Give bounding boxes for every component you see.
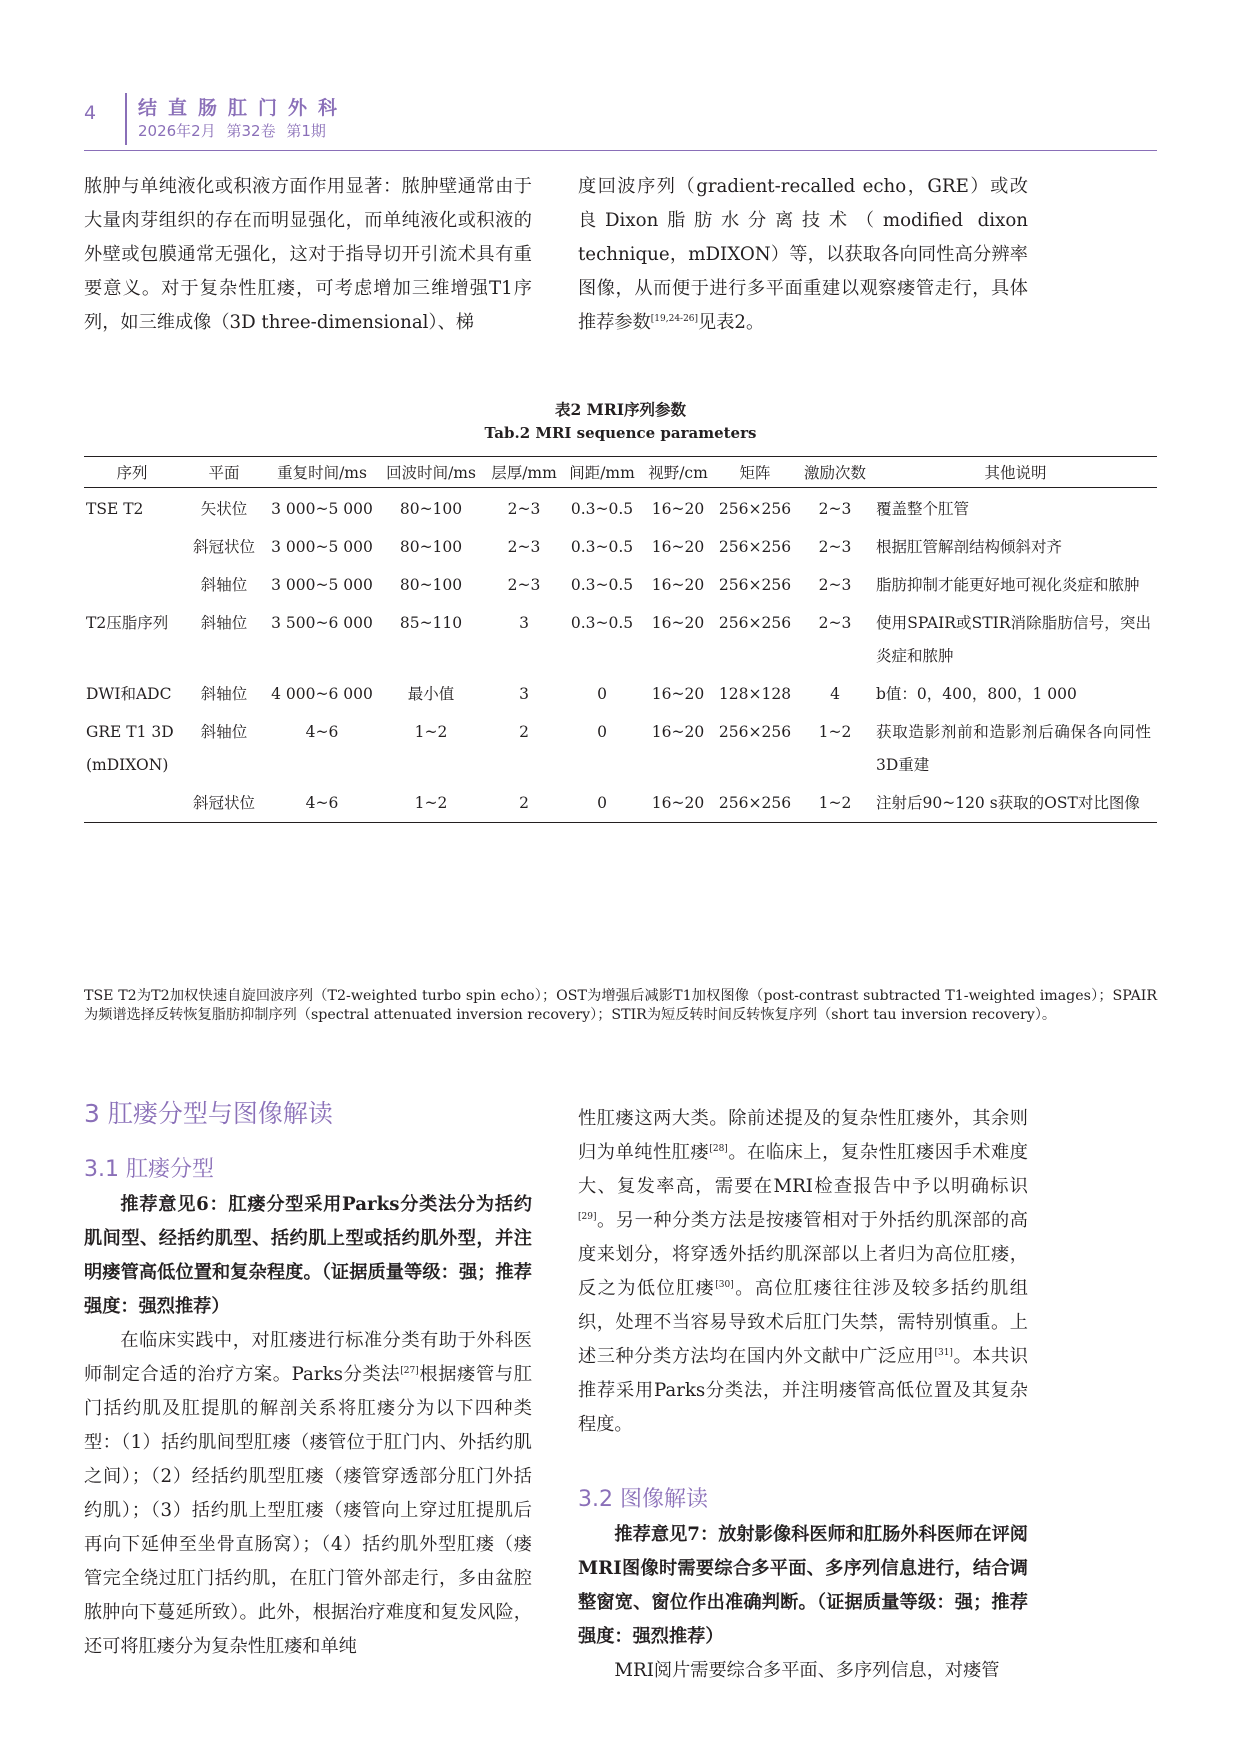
table-cell: 256×256 <box>718 614 792 632</box>
table-cell: 覆盖整个肛管 <box>876 500 970 518</box>
citation: [31] <box>934 1347 953 1358</box>
table-cell: 2~3 <box>818 614 852 632</box>
bottom-left-column <box>84 1188 532 1664</box>
column-header: 间距/mm <box>562 457 642 488</box>
page-number: 4 <box>84 102 97 124</box>
table-cell: 256×256 <box>714 782 796 823</box>
table-cell: 3 <box>519 614 529 632</box>
table-cell: 4~6 <box>305 723 339 741</box>
table-cell: 3 000~5 000 <box>271 538 373 556</box>
column-header: 矩阵 <box>714 457 796 488</box>
table-cell: 斜轴位 <box>200 723 248 741</box>
table-cell: 16~20 <box>651 576 705 594</box>
table-cell: TSE T2 <box>86 500 144 518</box>
table-cell: 使用SPAIR或STIR消除脂肪信号，突出炎症和脓肿 <box>876 614 1151 665</box>
table-cell: 斜冠状位 <box>180 782 268 823</box>
table-row <box>84 673 1157 711</box>
subsection-heading: 3.1 肛瘘分型 <box>84 1157 214 1182</box>
table-cell: 1~2 <box>376 782 486 823</box>
table-header-row <box>84 457 1157 488</box>
table-cell: DWI和ADC <box>86 685 172 703</box>
table-cell: 0 <box>597 723 607 741</box>
table-cell: 2 <box>486 782 562 823</box>
table-caption-en: Tab.2 MRI sequence parameters <box>484 424 757 442</box>
top-left-column <box>84 170 532 340</box>
table-cell: 16~20 <box>651 614 705 632</box>
table-cell: 1~2 <box>414 723 448 741</box>
section-heading: 3 肛瘘分型与图像解读 <box>84 1099 333 1128</box>
table-cell: 斜轴位 <box>200 614 248 632</box>
subsection-heading: 3.2 图像解读 <box>578 1487 708 1512</box>
table-cell <box>84 526 180 564</box>
table-cell: 4~6 <box>268 782 376 823</box>
table-cell: 注射后90~120 s获取的OST对比图像 <box>874 782 1157 823</box>
journal-issue: 2026年2月 第32卷 第1期 <box>138 122 326 140</box>
text-run: 在临床实践中，对肛瘘进行标准分类有助于外科医师制定合适的治疗方案。Parks分类法 <box>84 1330 532 1385</box>
table-cell: b值：0，400，800，1 000 <box>876 685 1077 703</box>
table-cell: 4 000~6 000 <box>271 685 373 703</box>
text-run: 性肛瘘这两大类。除前述提及的复杂性肛瘘外，其余则归为单纯性肛瘘 <box>578 1108 1028 1163</box>
table-cell: 斜冠状位 <box>192 538 255 556</box>
table-cell: 2~3 <box>507 538 541 556</box>
table-row <box>84 711 1157 782</box>
table-cell: 256×256 <box>718 723 792 741</box>
table-caption-cn: 表2 MRI序列参数 <box>555 400 686 419</box>
table-cell: 16~20 <box>651 685 705 703</box>
table-cell: 最小值 <box>407 685 455 703</box>
table-cell: 2~3 <box>818 538 852 556</box>
table-cell: 3 500~6 000 <box>271 614 373 632</box>
table-cell: 80~100 <box>399 538 463 556</box>
table-cell: 256×256 <box>718 500 792 518</box>
text-run: 根据瘘管与肛门括约肌及肛提肌的解剖关系将肛瘘分为以下四种类型：（1）括约肌间型肛瘘（瘘管位于肛门内、外括约肌之间）；（2）经括约肌型肛瘘（瘘管穿透部分肛门外括约肌）；（3）括约肌上型肛瘘（瘘管向上穿过肛提肌后再向下延伸至坐骨直肠窝）；（4）括约肌外型肛瘘（瘘管完全绕过肛门括约肌，在肛门管外部走行，多由盆腔脓肿向下蔓延所致）。此外，根据治疗难度和复发风险，还可将肛瘘分为复杂性肛瘘和单纯 <box>84 1364 532 1657</box>
table-cell: 斜轴位 <box>200 576 248 594</box>
table-cell: 4 <box>830 685 840 703</box>
header-rule <box>84 150 1157 151</box>
table-cell: 85~110 <box>399 614 463 632</box>
table-cell: 16~20 <box>651 723 705 741</box>
text-run: 。另一种分类方法是按瘘管相对于外括约肌深部的高度来划分，将穿透外括约肌深部以上者归为高位肛瘘，反之为低位肛瘘 <box>578 1210 1028 1299</box>
table-cell: 0.3~0.5 <box>570 614 634 632</box>
table-cell: 2~3 <box>818 576 852 594</box>
column-header: 序列 <box>84 457 180 488</box>
table-cell: 3 000~5 000 <box>271 500 373 518</box>
text-run: 度回波序列（gradient-recalled echo，GRE）或改良Dixon脂肪水分离技术（modified dixon technique，mDIXON）等，以获取各向同性高分辨率图像，从而便于进行多平面重建以观察瘘管走行，具体推荐参数 <box>578 176 1028 333</box>
table-row <box>84 526 1157 564</box>
table-cell: 80~100 <box>399 576 463 594</box>
table-cell <box>84 564 180 602</box>
table-row <box>84 564 1157 602</box>
table-cell: 80~100 <box>399 500 463 518</box>
table-cell: 2~3 <box>818 500 852 518</box>
table-footnote: TSE T2为T2加权快速自旋回波序列（T2-weighted turbo spin echo）；OST为增强后减影T1加权图像（post-contrast subtracted T1-weighted images）；SPAIR为频谱选择反转恢复脂肪抑制序列（spectral attenuated inversion recovery）；STIR为短反转时间反转恢复序列（short tau inversion recovery）。 <box>84 988 1157 1023</box>
citation: [27] <box>400 1365 419 1376</box>
table-cell: 16~20 <box>642 782 714 823</box>
table-cell: 256×256 <box>718 576 792 594</box>
paragraph <box>578 1102 1028 1442</box>
column-header: 平面 <box>180 457 268 488</box>
table-cell: 0.3~0.5 <box>570 500 634 518</box>
column-header: 其他说明 <box>874 457 1157 488</box>
column-header: 视野/cm <box>642 457 714 488</box>
paragraph <box>578 170 1028 340</box>
bottom-right-column <box>578 1102 1028 1442</box>
table-cell: 0.3~0.5 <box>570 538 634 556</box>
paragraph: 脓肿与单纯液化或积液方面作用显著：脓肿壁通常由于大量肉芽组织的存在而明显强化，而单纯液化或积液的外壁或包膜通常无强化，这对于指导切开引流术具有重要意义。对于复杂性肛瘘，可考虑增加三维增强T1序列，如三维成像（3D three-dimensional）、梯 <box>84 176 532 333</box>
table-cell: 2 <box>519 723 529 741</box>
table-cell: 3 <box>519 685 529 703</box>
table-cell: 1~2 <box>796 782 874 823</box>
text-run: 。高位肛瘘往往涉及较多括约肌组织，处理不当容易导致术后肛门失禁，需特别慎重。上述三种分类方法均在国内外文献中广泛应用 <box>578 1278 1028 1367</box>
table-cell: 16~20 <box>651 538 705 556</box>
table-cell: 3 000~5 000 <box>271 576 373 594</box>
table-cell: 斜轴位 <box>200 685 248 703</box>
table-cell <box>84 782 180 823</box>
table-cell: 矢状位 <box>200 500 248 518</box>
citation: [29] <box>578 1211 597 1222</box>
paragraph <box>84 1324 532 1664</box>
mri-parameters-table <box>84 456 1157 823</box>
table-cell: 16~20 <box>651 500 705 518</box>
column-header: 层厚/mm <box>486 457 562 488</box>
text-run: 。在临床上，复杂性肛瘘因手术难度大、复发率高，需要在MRI检查报告中予以明确标识 <box>578 1142 1028 1197</box>
text-run: 。本共识推荐采用Parks分类法，并注明瘘管高低位置及其复杂程度。 <box>578 1346 1028 1435</box>
table-cell: 1~2 <box>818 723 852 741</box>
column-header: 回波时间/ms <box>376 457 486 488</box>
table-cell: 256×256 <box>718 538 792 556</box>
recommendation-7: 推荐意见7：放射影像科医师和肛肠外科医师在评阅MRI图像时需要综合多平面、多序列信息进行，结合调整窗宽、窗位作出准确判断。（证据质量等级：强；推荐强度：强烈推荐） <box>578 1524 1028 1647</box>
table-cell: 0 <box>562 782 642 823</box>
header-divider <box>125 93 127 145</box>
citation: [30] <box>715 1279 734 1290</box>
table-cell: 根据肛管解剖结构倾斜对齐 <box>876 538 1063 556</box>
text-run: 见表2。 <box>698 312 765 333</box>
citation: [28] <box>709 1143 728 1154</box>
bottom-right-column-2 <box>578 1518 1028 1688</box>
recommendation-6: 推荐意见6：肛瘘分型采用Parks分类法分为括约肌间型、经括约肌型、括约肌上型或括约肌外型，并注明瘘管高低位置和复杂程度。（证据质量等级：强；推荐强度：强烈推荐） <box>84 1194 532 1317</box>
journal-title: 结直肠肛门外科 <box>138 97 349 119</box>
column-header: 激励次数 <box>796 457 874 488</box>
table-row <box>84 488 1157 527</box>
table-row <box>84 602 1157 673</box>
citation: [19,24-26] <box>650 313 699 324</box>
table-cell: 脂肪抑制才能更好地可视化炎症和脓肿 <box>876 576 1140 594</box>
paragraph: MRI阅片需要综合多平面、多序列信息，对瘘管 <box>614 1660 1000 1681</box>
table-cell: 2~3 <box>507 576 541 594</box>
table-row <box>84 782 1157 823</box>
table-cell: 128×128 <box>718 685 792 703</box>
table-cell: GRE T1 3D (mDIXON) <box>86 723 174 774</box>
column-header: 重复时间/ms <box>268 457 376 488</box>
table-cell: 2~3 <box>507 500 541 518</box>
table-cell: 0 <box>597 685 607 703</box>
top-right-column <box>578 170 1028 340</box>
table-cell: 获取造影剂前和造影剂后确保各向同性3D重建 <box>876 723 1151 774</box>
table-cell: 0.3~0.5 <box>570 576 634 594</box>
table-cell: T2压脂序列 <box>86 614 169 632</box>
